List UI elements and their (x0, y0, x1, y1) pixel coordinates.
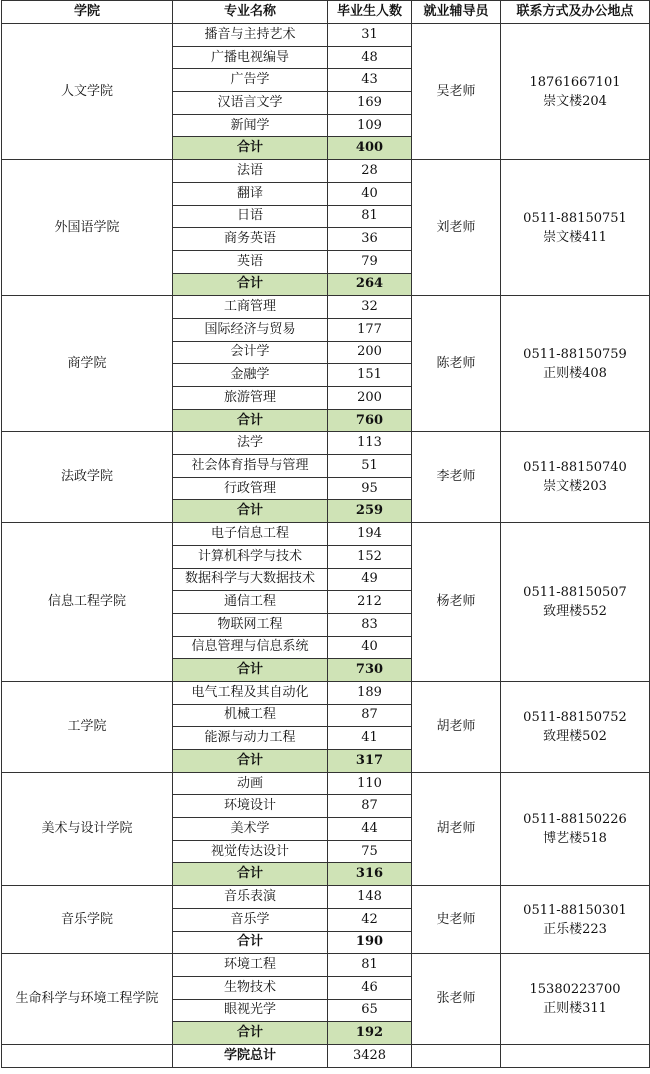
grand-total-value: 3428 (328, 1044, 412, 1067)
graduate-count: 28 (328, 160, 412, 183)
advisor-name: 胡老师 (412, 681, 501, 772)
major-name: 新闻学 (173, 114, 328, 137)
subtotal-value: 317 (328, 750, 412, 773)
table-row (2, 160, 650, 183)
college-name: 信息工程学院 (2, 523, 173, 682)
advisor-name: 胡老师 (412, 772, 501, 885)
table-body (2, 24, 650, 1068)
office-location: 崇文楼203 (543, 479, 607, 495)
grand-total-label: 学院总计 (173, 1044, 328, 1067)
graduate-count: 32 (328, 296, 412, 319)
college-name: 商学院 (2, 296, 173, 432)
college-name: 音乐学院 (2, 886, 173, 954)
major-name: 旅游管理 (173, 387, 328, 410)
major-name: 通信工程 (173, 591, 328, 614)
graduate-count: 200 (328, 341, 412, 364)
major-name: 金融学 (173, 364, 328, 387)
subtotal-label: 合计 (173, 137, 328, 160)
advisor-name: 史老师 (412, 886, 501, 954)
contact-cell (501, 296, 650, 432)
major-name: 广播电视编导 (173, 46, 328, 69)
graduate-count: 46 (328, 976, 412, 999)
contact-phone: 15380223700 (529, 982, 621, 998)
major-name: 环境设计 (173, 795, 328, 818)
advisor-name: 李老师 (412, 432, 501, 523)
office-location: 崇文楼411 (543, 229, 607, 245)
major-name: 动画 (173, 772, 328, 795)
graduate-count: 75 (328, 840, 412, 863)
graduate-count: 83 (328, 613, 412, 636)
contact-cell (501, 886, 650, 954)
office-location: 致理楼552 (543, 604, 607, 620)
header-advisor: 就业辅导员 (412, 1, 501, 24)
header-major: 专业名称 (173, 1, 328, 24)
contact-phone: 0511-88150507 (523, 585, 627, 601)
header-graduates: 毕业生人数 (328, 1, 412, 24)
major-name: 计算机科学与技术 (173, 545, 328, 568)
advisor-name: 吴老师 (412, 24, 501, 160)
subtotal-value: 264 (328, 273, 412, 296)
graduate-count: 41 (328, 727, 412, 750)
graduate-count: 212 (328, 591, 412, 614)
office-location: 致理楼502 (543, 728, 607, 744)
contact-phone: 0511-88150301 (523, 902, 627, 918)
advisor-name: 刘老师 (412, 160, 501, 296)
office-location: 崇文楼204 (543, 93, 607, 109)
grand-total-blank (501, 1044, 650, 1067)
subtotal-label: 合计 (173, 1022, 328, 1045)
major-name: 数据科学与大数据技术 (173, 568, 328, 591)
major-name: 商务英语 (173, 228, 328, 251)
graduate-count: 79 (328, 250, 412, 273)
grand-total-blank (2, 1044, 173, 1067)
office-location: 正则楼408 (543, 365, 607, 381)
table-row (2, 24, 650, 47)
office-location: 正则楼311 (543, 1001, 607, 1017)
graduate-count: 48 (328, 46, 412, 69)
major-name: 英语 (173, 250, 328, 273)
graduate-count: 87 (328, 704, 412, 727)
major-name: 电子信息工程 (173, 523, 328, 546)
graduate-count: 42 (328, 908, 412, 931)
graduate-count: 148 (328, 886, 412, 909)
grand-total-blank (412, 1044, 501, 1067)
contact-cell (501, 432, 650, 523)
graduate-count: 43 (328, 69, 412, 92)
subtotal-value: 730 (328, 659, 412, 682)
table-row (2, 296, 650, 319)
subtotal-label: 合计 (173, 863, 328, 886)
graduate-count: 95 (328, 477, 412, 500)
contact-phone: 0511-88150751 (523, 210, 627, 226)
office-location: 正乐楼223 (543, 921, 607, 937)
subtotal-label: 合计 (173, 750, 328, 773)
major-name: 行政管理 (173, 477, 328, 500)
table-row (2, 432, 650, 455)
contact-phone: 0511-88150740 (523, 460, 627, 476)
graduate-count: 81 (328, 205, 412, 228)
subtotal-value: 760 (328, 409, 412, 432)
graduate-count: 194 (328, 523, 412, 546)
graduate-count: 87 (328, 795, 412, 818)
college-name: 法政学院 (2, 432, 173, 523)
graduate-count: 113 (328, 432, 412, 455)
subtotal-value: 192 (328, 1022, 412, 1045)
major-name: 能源与动力工程 (173, 727, 328, 750)
major-name: 国际经济与贸易 (173, 318, 328, 341)
graduate-count: 81 (328, 954, 412, 977)
major-name: 工商管理 (173, 296, 328, 319)
subtotal-value: 190 (328, 931, 412, 954)
graduate-count: 189 (328, 681, 412, 704)
college-name: 生命科学与环境工程学院 (2, 954, 173, 1045)
subtotal-value: 400 (328, 137, 412, 160)
header-contact: 联系方式及办公地点 (501, 1, 650, 24)
subtotal-value: 259 (328, 500, 412, 523)
advisor-name: 张老师 (412, 954, 501, 1045)
graduate-count: 40 (328, 636, 412, 659)
graduate-count: 109 (328, 114, 412, 137)
major-name: 翻译 (173, 182, 328, 205)
major-name: 会计学 (173, 341, 328, 364)
graduate-count: 169 (328, 92, 412, 115)
major-name: 机械工程 (173, 704, 328, 727)
graduate-count: 44 (328, 818, 412, 841)
contact-phone: 18761667101 (529, 74, 621, 90)
graduate-count: 177 (328, 318, 412, 341)
table-row (2, 886, 650, 909)
college-name: 人文学院 (2, 24, 173, 160)
major-name: 播音与主持艺术 (173, 24, 328, 47)
graduate-count: 31 (328, 24, 412, 47)
grand-total-row (2, 1044, 650, 1067)
table-row (2, 681, 650, 704)
graduate-count: 152 (328, 545, 412, 568)
graduate-count: 40 (328, 182, 412, 205)
header-college: 学院 (2, 1, 173, 24)
major-name: 日语 (173, 205, 328, 228)
college-name: 工学院 (2, 681, 173, 772)
header-row (2, 1, 650, 24)
major-name: 社会体育指导与管理 (173, 455, 328, 478)
contact-cell (501, 160, 650, 296)
graduate-count: 49 (328, 568, 412, 591)
contact-cell (501, 681, 650, 772)
subtotal-label: 合计 (173, 659, 328, 682)
subtotal-value: 316 (328, 863, 412, 886)
contact-cell (501, 24, 650, 160)
major-name: 电气工程及其自动化 (173, 681, 328, 704)
major-name: 音乐表演 (173, 886, 328, 909)
major-name: 广告学 (173, 69, 328, 92)
subtotal-label: 合计 (173, 409, 328, 432)
major-name: 眼视光学 (173, 999, 328, 1022)
graduate-count: 200 (328, 387, 412, 410)
table-row (2, 523, 650, 546)
college-name: 美术与设计学院 (2, 772, 173, 885)
contact-cell (501, 772, 650, 885)
table-row (2, 772, 650, 795)
subtotal-label: 合计 (173, 273, 328, 296)
office-location: 博艺楼518 (543, 830, 607, 846)
major-name: 美术学 (173, 818, 328, 841)
contact-cell (501, 954, 650, 1045)
major-name: 音乐学 (173, 908, 328, 931)
contact-phone: 0511-88150752 (523, 709, 627, 725)
subtotal-label: 合计 (173, 500, 328, 523)
major-name: 环境工程 (173, 954, 328, 977)
graduate-count: 36 (328, 228, 412, 251)
graduate-count: 151 (328, 364, 412, 387)
major-name: 视觉传达设计 (173, 840, 328, 863)
contact-phone: 0511-88150226 (523, 811, 627, 827)
major-name: 法语 (173, 160, 328, 183)
advisor-name: 陈老师 (412, 296, 501, 432)
contact-phone: 0511-88150759 (523, 346, 627, 362)
major-name: 信息管理与信息系统 (173, 636, 328, 659)
major-name: 物联网工程 (173, 613, 328, 636)
college-name: 外国语学院 (2, 160, 173, 296)
major-name: 法学 (173, 432, 328, 455)
advisor-name: 杨老师 (412, 523, 501, 682)
major-name: 生物技术 (173, 976, 328, 999)
graduates-table (1, 0, 650, 1068)
contact-cell (501, 523, 650, 682)
subtotal-label: 合计 (173, 931, 328, 954)
graduate-count: 51 (328, 455, 412, 478)
graduate-count: 110 (328, 772, 412, 795)
graduate-count: 65 (328, 999, 412, 1022)
table-row (2, 954, 650, 977)
major-name: 汉语言文学 (173, 92, 328, 115)
